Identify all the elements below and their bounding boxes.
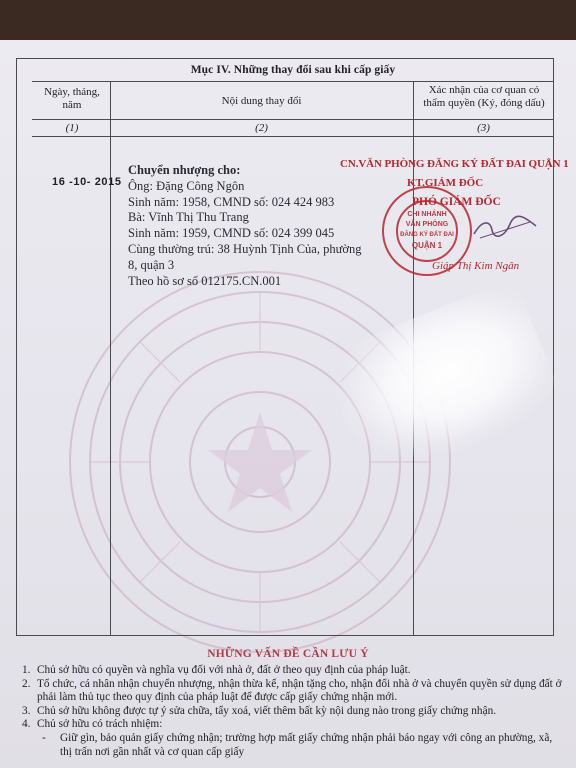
section-title: Mục IV. Những thay đổi sau khi cấp giấy [190,64,396,76]
handwritten-signature [470,210,540,246]
note-dash: - [42,731,46,744]
signing-authority: KT.GIÁM ĐỐC [407,177,484,189]
note-item [22,705,562,719]
note-text: Tổ chức, cá nhân nhận chuyển nhượng, nhận thừa kế, nhận tặng cho, nhận đổi nhà ở và chuyển quyền sử dụng đất ở phải làm thủ tục theo quy định của pháp luật để được cấp giấy chứng nhận mới. [37,677,562,704]
note-number: 2. [22,677,31,690]
header-confirm: Xác nhận của cơ quan có thẩm quyền (Ký, đóng dấu) [423,84,545,109]
signer-name: Giáp Thị Kim Ngân [432,260,520,272]
entry-line-owner-female: Bà: Vĩnh Thị Thu Trang [128,210,249,225]
svg-text:VĂN PHÒNG: VĂN PHÒNG [405,221,449,228]
note-text: Chủ sở hữu có quyền và nghĩa vụ đối với nhà ở, đất ở theo quy định của pháp luật. [37,664,411,676]
entry-line-birth-id-male: Sinh năm: 1958, CMND số: 024 424 983 [128,194,335,209]
note-sub-text: Giữ gìn, bảo quản giấy chứng nhận; trường hợp mất giấy chứng nhận phải báo ngay với công an phường, xã, thị trấn nơi gần nhất và cơ quan cấp giấy [60,731,553,758]
header-date: Ngày, tháng, năm [44,86,100,111]
note-text: Chủ sở hữu không được tự ý sửa chữa, tẩy xoá, viết thêm bất kỳ nội dung nào trong giấy chứng nhận. [37,704,497,717]
note-item [22,678,562,705]
entry-line-address: Cùng thường trú: 38 Huỳnh Tịnh Của, phường [128,241,362,256]
note-item [22,718,562,732]
deputy-title: PHÓ GIÁM ĐỐC [412,196,501,208]
entry-line-owner-male: Ông: Đặng Công Ngôn [128,178,245,193]
column-number-3: (3) [477,122,490,134]
entry-line-address-cont: 8, quận 3 [128,257,175,272]
svg-text:QUẬN 1: QUẬN 1 [411,241,443,250]
column-number-1: (1) [65,122,79,134]
svg-text:ĐĂNG KÝ ĐẤT ĐAI: ĐĂNG KÝ ĐẤT ĐAI [400,232,454,238]
note-sub-item [22,732,562,759]
notes-list [22,664,562,759]
entry-content [128,163,361,289]
column-number-2: (2) [255,122,268,134]
note-item [22,664,562,678]
entry-title: Chuyển nhượng cho: [128,163,241,177]
header-content: Nội dung thay đổi [221,95,302,107]
note-number: 3. [22,704,31,717]
svg-text:CHI NHÁNH: CHI NHÁNH [407,211,447,218]
column-divider-1 [110,81,111,636]
entry-date: 16 -10- 2015 [52,176,122,188]
note-number: 1. [22,664,31,676]
entry-line-file-number: Theo hồ sơ số 012175.CN.001 [128,273,282,288]
entry-line-birth-id-female: Sinh năm: 1959, CMND số: 024 399 045 [128,226,335,241]
notes-title: NHỮNG VẤN ĐỀ CẦN LƯU Ý [207,648,369,660]
note-text: Chủ sở hữu có trách nhiệm: [37,718,163,731]
note-number: 4. [22,718,31,731]
agency-name: CN.VĂN PHÒNG ĐĂNG KÝ ĐẤT ĐAI QUẬN 1 [340,158,569,170]
